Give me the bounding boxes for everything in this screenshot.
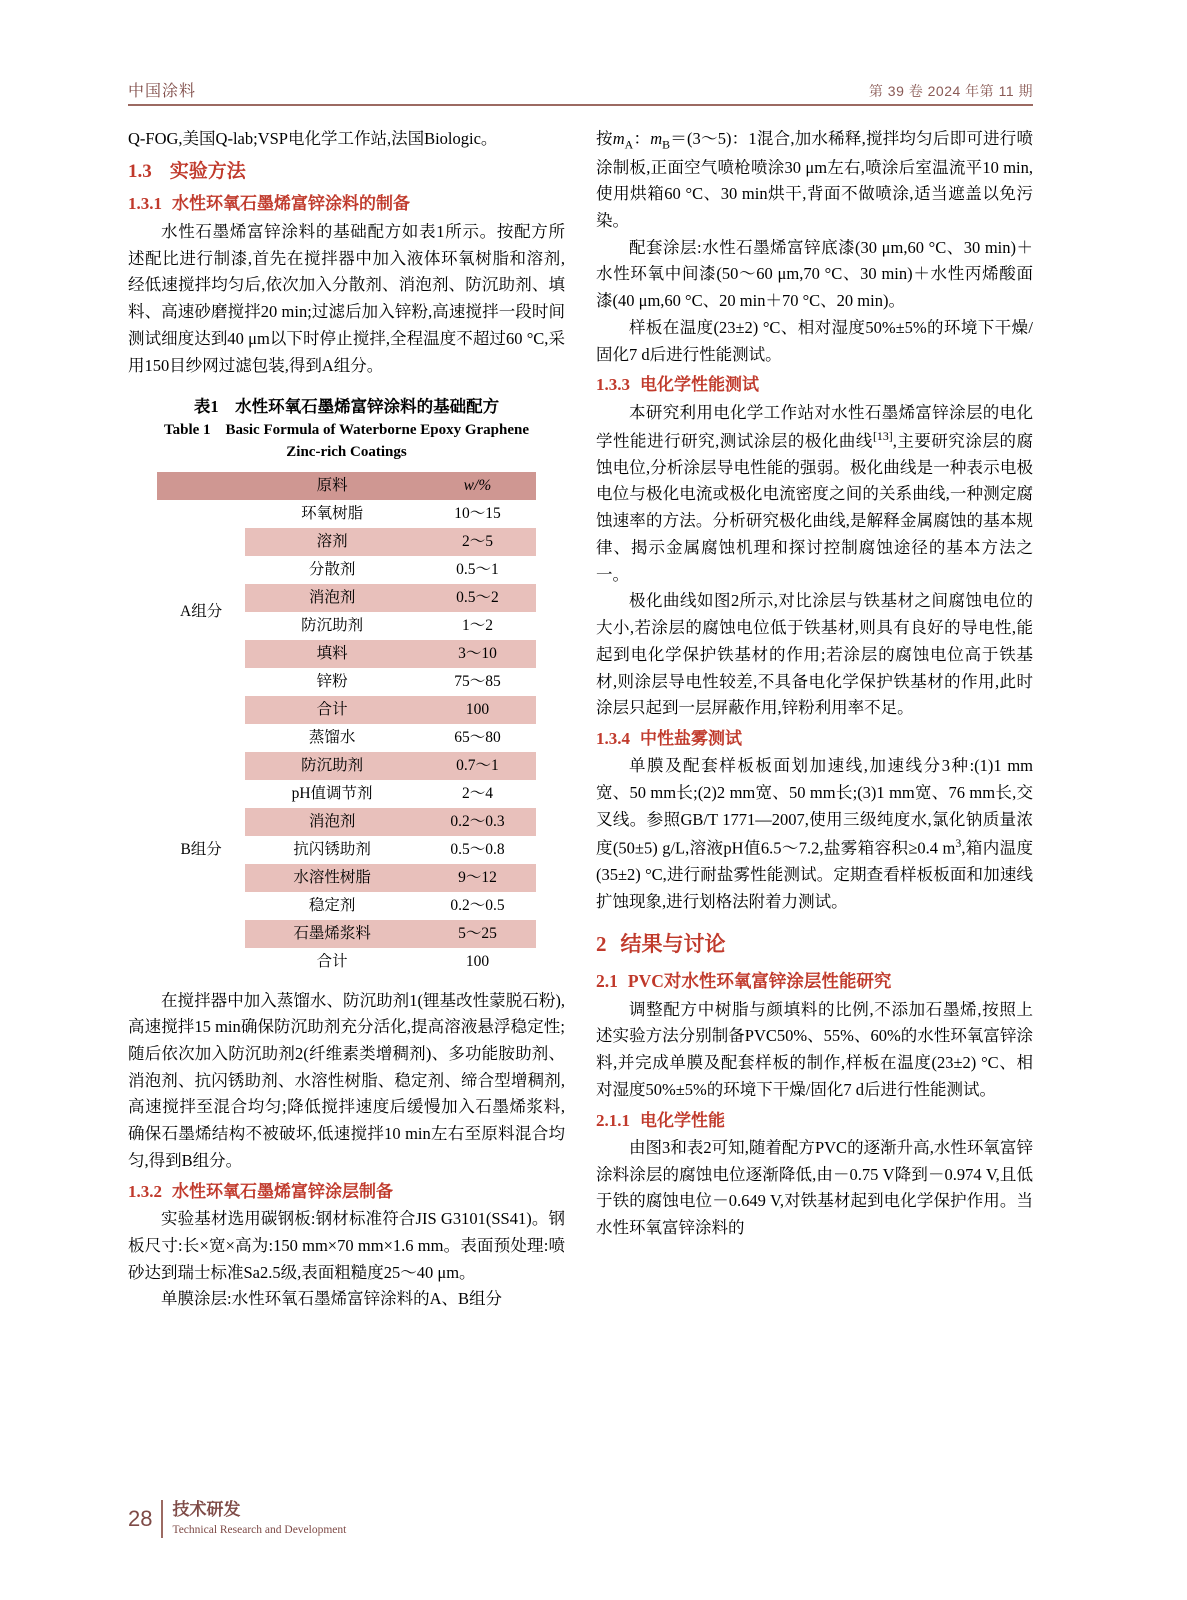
heading-1-3-1-number: 1.3.1 — [128, 194, 162, 214]
table-cell-value: 100 — [419, 696, 536, 724]
paragraph-1-3-2-b: 单膜涂层:水性环氧石墨烯富锌涂料的A、B组分 — [161, 1289, 503, 1309]
table-group-a: A组分 — [157, 500, 245, 724]
paragraph-2-1-1: 由图3和表2可知,随着配方PVC的逐渐升高,水性环氧富锌涂料涂层的腐蚀电位逐渐降低,由－0.75 V降到－0.974 V,且低于铁的腐蚀电位－0.649 V,对铁基材起到电化学保护作用。当水性环氧富锌涂料的 — [596, 1138, 1033, 1238]
heading-1-3-1 — [128, 190, 565, 218]
heading-2-1-1-number: 2.1.1 — [596, 1110, 630, 1130]
table-cell-material: 合计 — [245, 696, 419, 724]
heading-2-1 — [596, 967, 1033, 995]
issue-info: 第 39 卷 2024 年第 11 期 — [868, 83, 1033, 99]
heading-1-3-1-title: 水性环氧石墨烯富锌涂料的制备 — [172, 194, 410, 214]
table-cell-material: 防沉助剂 — [245, 612, 419, 640]
journal-title: 中国涂料 — [128, 83, 197, 100]
table-group-b: B组分 — [157, 724, 245, 976]
table-cell-value: 0.5～2 — [419, 584, 536, 612]
heading-1-3-2-number: 1.3.2 — [128, 1181, 162, 1201]
table-header-row — [157, 472, 536, 500]
paragraph-instruments: Q-FOG,美国Q-lab;VSP电化学工作站,法国Biologic。 — [128, 129, 498, 148]
table-1-container — [128, 395, 565, 975]
table-1-title-en-line1: Table 1 Basic Formula of Waterborne Epoxy Graphene — [163, 422, 529, 439]
table-cell-material: 消泡剂 — [245, 584, 419, 612]
table-cell-value: 100 — [419, 948, 536, 976]
table-cell-value: 2～5 — [419, 528, 536, 556]
table-header-value: w/% — [419, 472, 536, 500]
table-cell-material: 蒸馏水 — [245, 724, 419, 752]
heading-1-3-number: 1.3 — [128, 160, 152, 182]
table-cell-material: 填料 — [245, 640, 419, 668]
heading-1-3 — [128, 157, 565, 188]
left-column — [128, 126, 565, 1313]
paragraph-1-3-3-a: 本研究利用电化学工作站对水性石墨烯富锌涂层的电化学性能进行研究,测试涂层的极化曲线[13],主要研究涂层的腐蚀电位,分析涂层导电性能的强弱。极化曲线是一种表示电极电位与极化电流或极化电流密度之间的关系曲线,一种测定腐蚀速率的方法。分析研究极化曲线,是解释金属腐蚀的基本规律、揭示金属腐蚀机理和探讨控制腐蚀途径的基本方法之一。 — [596, 402, 1034, 584]
table-cell-value: 2～4 — [419, 780, 536, 808]
footer-label — [172, 1500, 346, 1538]
heading-1-3-2-title: 水性环氧石墨烯富锌涂层制备 — [172, 1181, 393, 1201]
header-divider — [128, 104, 1033, 106]
table-cell-material: 分散剂 — [245, 556, 419, 584]
heading-section-2-number: 2 — [596, 932, 607, 957]
table-cell-value: 65～80 — [419, 724, 536, 752]
table-cell-value: 0.7～1 — [419, 752, 536, 780]
paragraph-matching-coating: 配套涂层:水性石墨烯富锌底漆(30 μm,60 °C、30 min)＋水性环氧中间漆(50～60 μm,70 °C、30 min)＋水性丙烯酸面漆(40 μm,60 °C、20 min＋70 °C、20 min)。 — [596, 237, 1033, 311]
table-cell-material: 防沉助剂 — [245, 752, 419, 780]
page-number: 28 — [128, 1506, 153, 1531]
table-1-title-en-line2: Zinc-rich Coatings — [286, 443, 407, 460]
table-cell-value: 0.5～0.8 — [419, 836, 536, 864]
table-cell-material: 石墨烯浆料 — [245, 920, 419, 948]
table-header-material: 原料 — [245, 472, 419, 500]
table-basic-formula — [157, 472, 536, 976]
paragraph-1-3-4: 单膜及配套样板板面划加速线,加速线分3种:(1)1 mm宽、50 mm长;(2)2 mm宽、50 mm长;(3)1 mm宽、76 mm长,交叉线。参照GB/T 1771—2007,使用三级纯度水,氯化钠质量浓度(50±5) g/L,溶液pH值6.5～7.2,盐雾箱容积≥0.4 $m^3$,箱内温度(35±2) °C,进行耐盐雾性能测试。定期查看样板板面和加速线扩蚀现象,进行划格法附着力测试。 — [596, 756, 1034, 911]
table-cell-material: 环氧树脂 — [245, 500, 419, 528]
paragraph-1-3-2-a: 实验基材选用碳钢板:钢材标准符合JIS G3101(SS41)。钢板尺寸:长×宽×高为:150 mm×70 mm×1.6 mm。表面预处理:喷砂达到瑞士标准Sa2.5级,表面粗糙度25～40 μm。 — [128, 1209, 565, 1282]
paragraph-sample-condition: 样板在温度(23±2) °C、相对湿度50%±5%的环境下干燥/固化7 d后进行性能测试。 — [596, 317, 1033, 364]
footer-label-en: Technical Research and Development — [172, 1524, 347, 1536]
table-row — [157, 500, 536, 528]
paragraph-1-3-1: 水性石墨烯富锌涂料的基础配方如表1所示。按配方所述配比进行制漆,首先在搅拌器中加入液体环氧树脂和溶剂,经低速搅拌均匀后,依次加入分散剂、消泡剂、防沉助剂、填料、高速砂磨搅拌20 min;过滤后加入锌粉,高速搅拌一段时间测试细度达到40 μm以下时停止搅拌,全程温度不超过60 °C,采用150目纱网过滤包装,得到A组分。 — [128, 222, 565, 375]
table-cell-material: 锌粉 — [245, 668, 419, 696]
paragraph-1-3-3-b: 极化曲线如图2所示,对比涂层与铁基材之间腐蚀电位的大小,若涂层的腐蚀电位低于铁基材,则具有良好的导电性,能起到电化学保护铁基材的作用;若涂层的腐蚀电位高于铁基材,则涂层导电性较差,不具备电化学保护铁基材的作用,此时涂层只起到一层屏蔽作用,锌粉利用率不足。 — [596, 591, 1033, 718]
table-cell-material: 合计 — [245, 948, 419, 976]
table-cell-value: 5～25 — [419, 920, 536, 948]
heading-section-2 — [596, 927, 1033, 961]
page-footer — [128, 1500, 346, 1538]
table-cell-material: 溶剂 — [245, 528, 419, 556]
table-cell-value: 0.5～1 — [419, 556, 536, 584]
table-row — [157, 724, 536, 752]
paragraph-after-table: 在搅拌器中加入蒸馏水、防沉助剂1(锂基改性蒙脱石粉),高速搅拌15 min确保防沉助剂充分活化,提高溶液悬浮稳定性;随后依次加入防沉助剂2(纤维素类增稠剂)、多功能胺助剂、消泡剂、抗闪锈助剂、水溶性树脂、稳定剂、缔合型增稠剂,高速搅拌至混合均匀;降低搅拌速度后缓慢加入石墨烯浆料,确保石墨烯结构不被破坏,低速搅拌10 min左右至原料混合均匀,得到B组分。 — [128, 990, 565, 1170]
heading-1-3-4-number: 1.3.4 — [596, 728, 630, 748]
table-cell-material: 消泡剂 — [245, 808, 419, 836]
footer-label-cn: 技术研发 — [172, 1500, 241, 1519]
heading-section-2-title: 结果与讨论 — [620, 932, 726, 957]
heading-1-3-3 — [596, 371, 1033, 399]
table-cell-value: 75～85 — [419, 668, 536, 696]
heading-2-1-number: 2.1 — [596, 971, 618, 992]
heading-1-3-4 — [596, 725, 1033, 753]
table-cell-material: 抗闪锈助剂 — [245, 836, 419, 864]
footer-divider — [161, 1500, 163, 1538]
table-header-group — [157, 472, 245, 500]
heading-1-3-3-number: 1.3.3 — [596, 375, 630, 395]
table-cell-material: 稳定剂 — [245, 892, 419, 920]
page-header — [128, 78, 1033, 101]
right-column — [596, 126, 1033, 1242]
heading-2-1-title: PVC对水性环氧富锌涂层性能研究 — [627, 971, 892, 992]
paragraph-2-1: 调整配方中树脂与颜填料的比例,不添加石墨烯,按照上述实验方法分别制备PVC50%、55%、60%的水性环氧富锌涂料,并完成单膜及配套样板的制作,样板在温度(23±2) °C、相对湿度50%±5%的环境下干燥/固化7 d后进行性能测试。 — [596, 999, 1033, 1099]
table-cell-value: 3～10 — [419, 640, 536, 668]
table-cell-value: 10～15 — [419, 500, 536, 528]
heading-2-1-1-title: 电化学性能 — [640, 1110, 725, 1130]
table-cell-material: pH值调节剂 — [245, 780, 419, 808]
heading-1-3-title: 实验方法 — [169, 160, 246, 182]
heading-1-3-4-title: 中性盐雾测试 — [640, 728, 742, 748]
table-cell-value: 0.2～0.5 — [419, 892, 536, 920]
heading-1-3-3-title: 电化学性能测试 — [640, 375, 759, 395]
heading-1-3-2 — [128, 1178, 565, 1206]
paragraph-mix-ratio: 按$m_A$：$m_B=(3\sim 5)$：1混合,加水稀释,搅拌均匀后即可进行喷涂制板,正面空气喷枪喷涂30 μm左右,喷涂后室温流平10 min,使用烘箱60 °C、30 min烘干,背面不做喷涂,适当遮盖以免污染。 — [596, 129, 1034, 230]
heading-2-1-1 — [596, 1107, 1033, 1135]
table-cell-material: 水溶性树脂 — [245, 864, 419, 892]
table-1-title-cn: 表1 水性环氧石墨烯富锌涂料的基础配方 — [193, 397, 500, 417]
table-cell-value: 1～2 — [419, 612, 536, 640]
table-cell-value: 9～12 — [419, 864, 536, 892]
table-cell-value: 0.2～0.3 — [419, 808, 536, 836]
